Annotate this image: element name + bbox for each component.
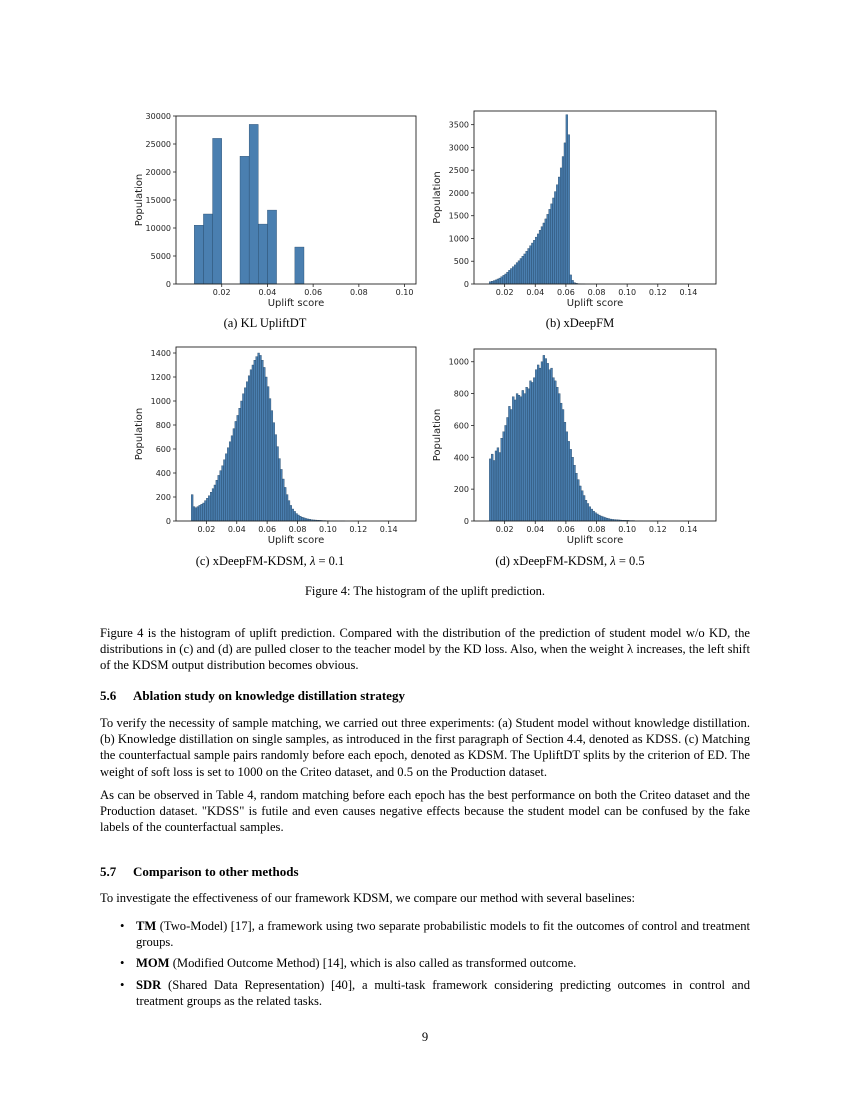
- y-tick-label: 200: [453, 485, 469, 495]
- subcaption-a: (a) KL UpliftDT: [223, 316, 307, 330]
- y-tick-label: 1200: [150, 373, 171, 382]
- y-tick-label: 5000: [150, 252, 171, 261]
- method-description: (Shared Data Representation) [40], a multi-task framework considering predicting outcomes in control and treatment groups as the related tasks.: [136, 977, 750, 1008]
- figure-caption: Figure 4: The histogram of the uplift prediction.: [304, 584, 545, 598]
- histogram-bar: [583, 496, 585, 521]
- histogram-bar: [495, 451, 497, 521]
- section-number: 5.7: [100, 864, 117, 879]
- x-tick-label: 0.06: [556, 288, 575, 297]
- histogram-bar: [493, 460, 495, 521]
- histogram-bar: [577, 480, 579, 521]
- x-tick-label: 0.10: [618, 525, 637, 534]
- y-tick-label: 20000: [145, 168, 171, 177]
- y-tick-label: 3500: [448, 120, 469, 130]
- x-axis-label: Uplift score: [267, 535, 325, 546]
- histogram-bar: [537, 365, 539, 521]
- method-description: (Two-Model) [17], a framework using two separate probabilistic models to fit the outcomes of control and treatment groups.: [136, 919, 750, 950]
- x-tick-label: 0.02: [495, 288, 514, 297]
- histogram-bar: [520, 397, 522, 521]
- section-5-7-para1: To investigate the effectiveness of our framework KDSM, we compare our method with several baselines:: [100, 891, 636, 905]
- x-tick-label: 0.06: [304, 288, 323, 297]
- y-axis-label: Population: [432, 171, 443, 224]
- histogram-bar: [556, 387, 558, 521]
- y-tick-label: 0: [165, 517, 171, 526]
- subcaption-b: (b) xDeepFM: [545, 316, 615, 330]
- y-tick-label: 2500: [448, 166, 469, 176]
- x-tick-label: 0.02: [197, 525, 216, 534]
- histogram-bar: [489, 459, 491, 521]
- method-description: (Modified Outcome Method) [14], which is also called as transformed outcome.: [169, 956, 577, 971]
- section-5-6-para2: As can be observed in Table 4, random matching before each epoch has the best performance on both the Criteo dataset and the Production dataset. "KDSS" is futile and even causes negative effects because the student model can be confused by the fake labels of the counterfactual samples.: [100, 787, 750, 835]
- x-tick-label: 0.12: [648, 288, 667, 297]
- x-tick-label: 0.10: [618, 288, 637, 297]
- y-tick-label: 500: [453, 257, 469, 267]
- x-tick-label: 0.08: [349, 288, 368, 297]
- list-item: [120, 955, 750, 971]
- y-tick-label: 2000: [448, 188, 469, 198]
- histogram-bar: [600, 516, 602, 521]
- section-heading-5-6: [100, 688, 405, 704]
- y-tick-label: 0: [463, 517, 469, 526]
- histogram-bar: [598, 515, 600, 521]
- x-tick-label: 0.04: [258, 288, 277, 297]
- x-axis-label: Uplift score: [566, 298, 624, 309]
- y-tick-label: 600: [453, 421, 469, 431]
- page-number: 9: [421, 1030, 429, 1044]
- y-tick-label: 1500: [448, 211, 469, 221]
- histogram-bar: [564, 422, 566, 521]
- histogram-bar: [535, 370, 537, 521]
- histogram-bar: [560, 403, 562, 521]
- y-tick-label: 15000: [145, 196, 171, 205]
- histogram-bar: [545, 359, 547, 521]
- histogram-bar: [558, 394, 560, 521]
- histogram-bar: [518, 395, 520, 521]
- y-tick-label: 600: [155, 445, 171, 454]
- histogram-bar: [522, 390, 524, 521]
- section-5-6-body: [100, 715, 750, 842]
- y-axis-label: Population: [134, 173, 145, 227]
- histogram-bar: [553, 378, 555, 521]
- histogram-bar: [543, 355, 545, 521]
- histogram-bar: [549, 370, 551, 521]
- x-tick-label: 0.02: [212, 288, 231, 297]
- section-heading-5-7: [100, 864, 299, 880]
- x-tick-label: 0.08: [288, 525, 307, 534]
- histogram-bar: [568, 441, 570, 521]
- histogram-bar: [516, 394, 518, 521]
- y-axis-label: Population: [134, 407, 145, 461]
- histogram-bar: [528, 389, 530, 521]
- x-tick-label: 0.10: [318, 525, 337, 534]
- bullet-dot: •: [120, 919, 125, 933]
- histogram-bar: [526, 387, 528, 521]
- y-tick-label: 800: [155, 421, 171, 430]
- paragraph-intro: [100, 625, 750, 681]
- histogram-bar: [501, 438, 503, 521]
- x-tick-label: 0.02: [495, 525, 514, 534]
- histogram-bar: [585, 500, 587, 521]
- bullet-dot: •: [120, 956, 125, 971]
- histogram-bar: [581, 491, 583, 521]
- y-axis-label: Population: [432, 408, 443, 462]
- histogram-bar: [503, 432, 505, 521]
- histogram-bar: [547, 363, 549, 521]
- list-item: [120, 977, 750, 1009]
- y-tick-label: 1000: [150, 397, 171, 406]
- x-axis-label: Uplift score: [566, 535, 624, 546]
- histogram-bar: [499, 453, 501, 521]
- histogram-bar: [593, 511, 595, 521]
- x-tick-label: 0.04: [227, 525, 246, 534]
- bullet-dot: •: [120, 977, 125, 992]
- x-tick-label: 0.06: [556, 525, 575, 534]
- histogram-bar: [554, 381, 556, 521]
- x-axis-label: Uplift score: [267, 298, 325, 309]
- y-tick-label: 1000: [448, 234, 469, 244]
- y-tick-label: 1400: [150, 349, 171, 358]
- histogram-bar: [514, 400, 516, 521]
- y-tick-label: 0: [463, 280, 469, 289]
- histogram-bar: [541, 362, 543, 521]
- x-tick-label: 0.10: [395, 288, 414, 297]
- histogram-bar: [595, 513, 597, 521]
- histogram-bar: [597, 514, 599, 521]
- histogram-bar: [562, 410, 564, 521]
- section-title: Comparison to other methods: [133, 864, 299, 879]
- section-number: 5.6: [100, 688, 117, 703]
- list-item: [120, 918, 750, 950]
- histogram-bar: [566, 432, 568, 521]
- histogram-bar: [524, 394, 526, 521]
- histogram-bar: [491, 454, 493, 521]
- y-tick-label: 800: [453, 389, 469, 399]
- x-tick-label: 0.12: [349, 525, 368, 534]
- histogram-bar: [508, 406, 510, 521]
- histogram-bar: [604, 518, 606, 522]
- intro-text: Figure 4 is the histogram of uplift prediction. Compared with the distribution of the prediction of student model w/o KD, the distributions in (c) and (d) are pulled closer to the teacher model by the KD loss. Also, when the weight λ increases, the left shift of the KDSM output distribution becomes obvious.: [100, 626, 750, 673]
- subcaption-d: (d) xDeepFM-KDSM, λ = 0.5: [495, 554, 645, 568]
- histogram-bar: [570, 449, 572, 521]
- histogram-bar: [591, 509, 593, 521]
- histogram-bar: [574, 465, 576, 521]
- histogram-bar: [589, 507, 591, 521]
- x-tick-label: 0.08: [587, 525, 606, 534]
- histogram-bar: [507, 417, 509, 521]
- y-tick-label: 10000: [145, 224, 171, 233]
- y-tick-label: 1000: [448, 357, 469, 367]
- x-tick-label: 0.04: [526, 525, 545, 534]
- y-tick-label: 25000: [145, 140, 171, 149]
- histogram-bar: [575, 473, 577, 521]
- section-title: Ablation study on knowledge distillation strategy: [133, 688, 405, 703]
- method-name: TM: [136, 919, 157, 933]
- histogram-bar: [551, 368, 553, 521]
- histogram-bar: [587, 503, 589, 521]
- x-tick-label: 0.14: [679, 288, 698, 297]
- histogram-bar: [539, 368, 541, 521]
- section-5-6-para1: To verify the necessity of sample matching, we carried out three experiments: (a) Student model without knowledge distillation. (b) Knowledge distillation on single samples, as introduced in the first paragraph of Section 4.4, denoted as KDSS. (c) Matching the counterfactual sample pairs randomly before each epoch, denoted as KDSM. The UpliftDT splits by the criterion of ED. The weight of soft loss is set to 1000 on the Criteo dataset, and 0.5 on the Production dataset.: [100, 716, 750, 779]
- histogram-bar: [505, 425, 507, 521]
- histogram-bar: [512, 397, 514, 521]
- histogram-bar: [497, 448, 499, 521]
- method-name: SDR: [136, 977, 162, 992]
- histogram-bar: [579, 486, 581, 521]
- subcaption-c: (c) xDeepFM-KDSM, λ = 0.1: [195, 554, 345, 568]
- x-tick-label: 0.06: [258, 525, 277, 534]
- x-tick-label: 0.14: [379, 525, 398, 534]
- x-tick-label: 0.12: [648, 525, 667, 534]
- histogram-bar: [530, 381, 532, 521]
- histogram-bar: [602, 517, 604, 521]
- section-5-7-body: [100, 890, 750, 913]
- y-tick-label: 200: [155, 493, 171, 502]
- histogram-bar: [510, 410, 512, 521]
- y-tick-label: 3000: [448, 143, 469, 153]
- x-tick-label: 0.08: [587, 288, 606, 297]
- baseline-list: [120, 918, 750, 1014]
- y-tick-label: 400: [453, 453, 469, 463]
- histogram-bar: [533, 378, 535, 521]
- histogram-bar: [531, 382, 533, 521]
- y-tick-label: 400: [155, 469, 171, 478]
- x-tick-label: 0.04: [526, 288, 545, 297]
- method-name: MOM: [136, 956, 170, 971]
- y-tick-label: 30000: [145, 112, 171, 121]
- y-tick-label: 0: [165, 280, 171, 289]
- x-tick-label: 0.14: [679, 525, 698, 534]
- histogram-bar: [572, 457, 574, 521]
